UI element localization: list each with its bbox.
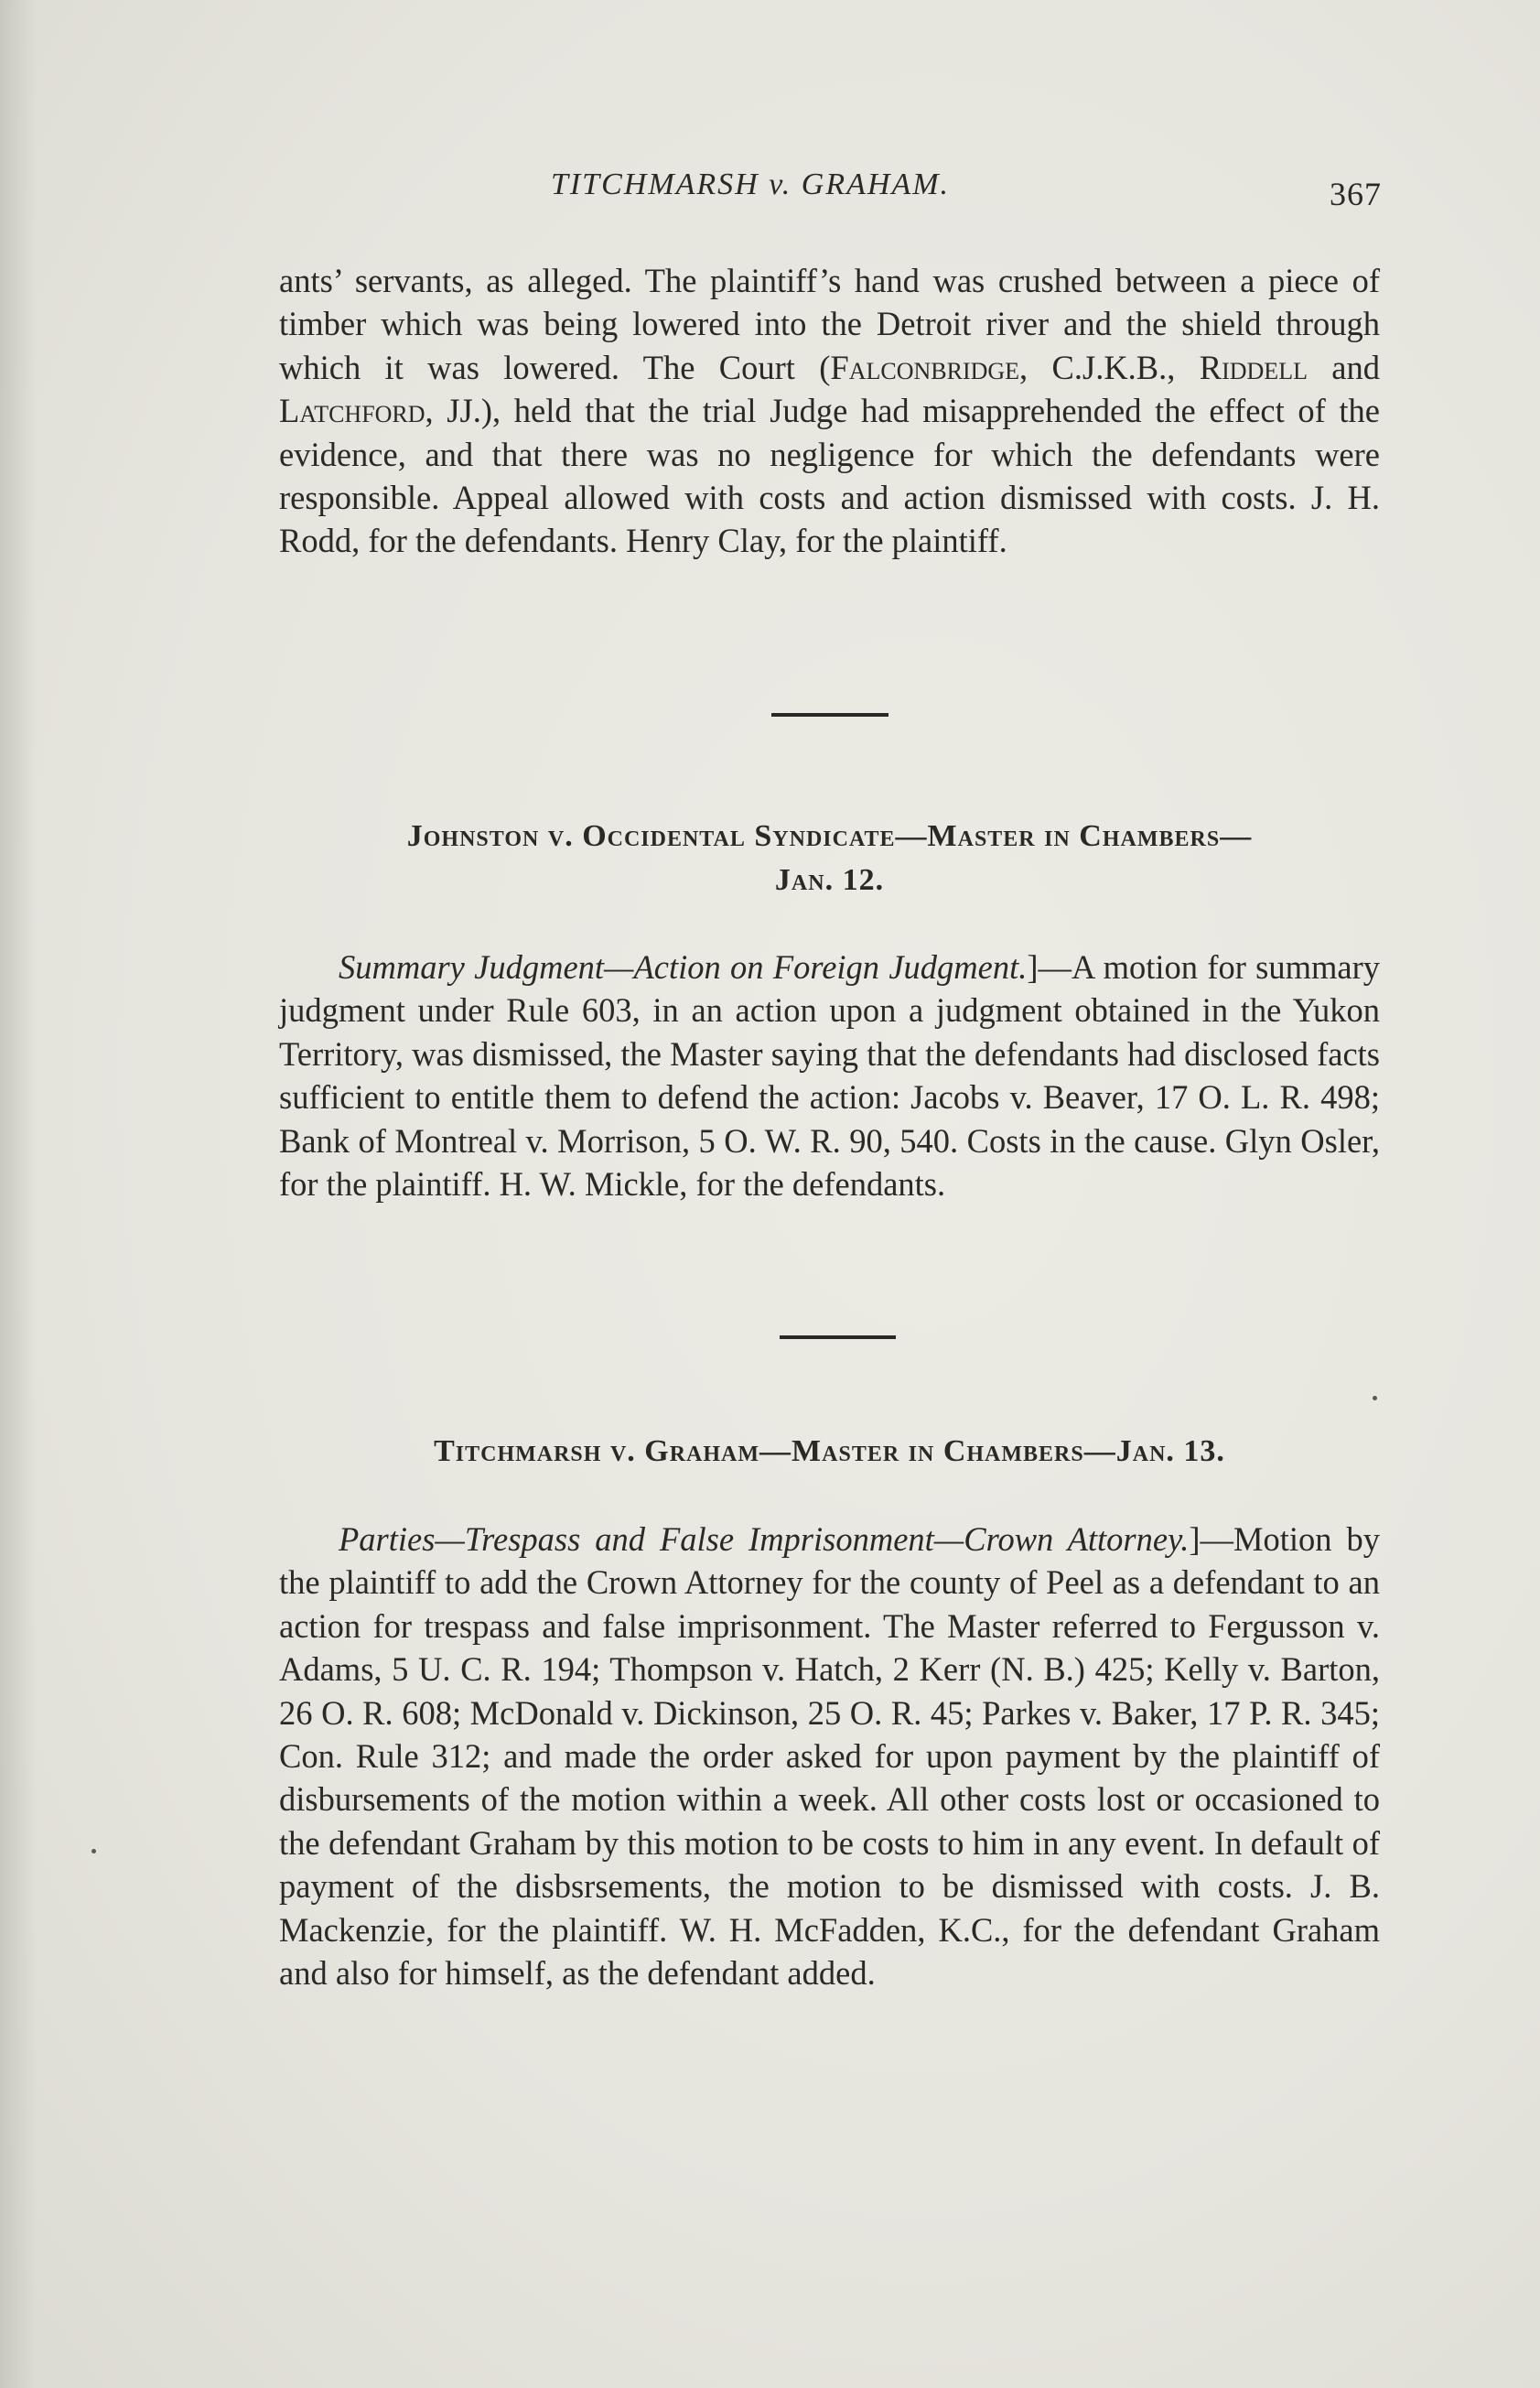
case-2-paragraph	[279, 945, 1380, 1205]
case-1-continuation-paragraph	[279, 259, 1380, 563]
section-divider-rule	[771, 713, 888, 717]
judge-name-riddell: Riddell	[1199, 348, 1308, 386]
paper-speck	[92, 1849, 96, 1853]
running-title: TITCHMARSH v. GRAHAM.	[550, 167, 951, 201]
case-3-paragraph	[279, 1518, 1380, 1994]
case-2-body: ]—A motion for summary judgment under Rule 603, in an action upon a judgment obtained in the Yukon Territory, was dismissed, the Master saying that the defendants had disclosed facts sufficient to entitle them to defend the action: Jacobs v. Beaver, 17 O. L. R. 498; Bank of Montreal v. Morrison, 5 O. W. R. 90, 540. Costs in the cause. Glyn Osler, for the plaintiff. H. W. Mickle, for the defendants.	[279, 948, 1380, 1204]
case-2-heading	[275, 815, 1384, 902]
case-1-text-part-4: , JJ.), held that the trial Judge had misapprehended the effect of the evidence, and that there was no negligence for which the defendants were responsible. Appeal allowed with costs and action dismissed with costs. J. H. Rodd, for the defendants. Henry Clay, for the plaintiff.	[279, 392, 1380, 560]
case-3-subject-heading: Parties—Trespass and False Imprisonment—Crown Attorney.	[339, 1520, 1190, 1558]
case-1-text-part-3: and	[1307, 348, 1381, 386]
judge-name-falconbridge: Falconbridge	[830, 348, 1020, 386]
judge-name-latchford: Latchford	[279, 392, 425, 430]
case-3-heading: Titchmarsh v. Graham—Master in Chambers—Jan. 13.	[434, 1434, 1225, 1468]
running-header	[275, 167, 1382, 213]
section-divider-rule	[780, 1335, 896, 1339]
case-1-text-part-1: ants’ servants, as alleged. The plaintiff’s hand was crushed between a piece of timber which was being lowered into the Detroit river and the shield through which it was lowered. The Court (	[279, 262, 1380, 386]
case-2-heading-line-1: Johnston v. Occidental Syndicate—Master in Chambers—	[406, 819, 1253, 853]
case-1-text-part-2: , C.J.K.B.,	[1019, 348, 1200, 386]
paper-speck	[1373, 1396, 1377, 1400]
case-3-body: ]—Motion by the plaintiff to add the Crown Attorney for the county of Peel as a defendant to an action for trespass and false imprisonment. The Master referred to Fergusson v. Adams, 5 U. C. R. 194; Thompson v. Hatch, 2 Kerr (N. B.) 425; Kelly v. Barton, 26 O. R. 608; McDonald v. Dickinson, 25 O. R. 45; Parkes v. Baker, 17 P. R. 345; Con. Rule 312; and made the order asked for upon payment by the plaintiff of disbursements of the motion within a week. All other costs lost or occasioned to the defendant Graham by this motion to be costs to him in any event. In default of payment of the disbsrsements, the motion to be dismissed with costs. J. B. Mackenzie, for the plaintiff. W. H. McFadden, K.C., for the defendant Graham and also for himself, as the defendant added.	[279, 1520, 1380, 1993]
page-binding-shadow	[0, 0, 37, 2388]
case-2-subject-heading: Summary Judgment—Action on Foreign Judgment.	[339, 948, 1028, 986]
case-2-heading-line-2: Jan. 12.	[774, 863, 885, 897]
page-number: 367	[1330, 176, 1382, 212]
